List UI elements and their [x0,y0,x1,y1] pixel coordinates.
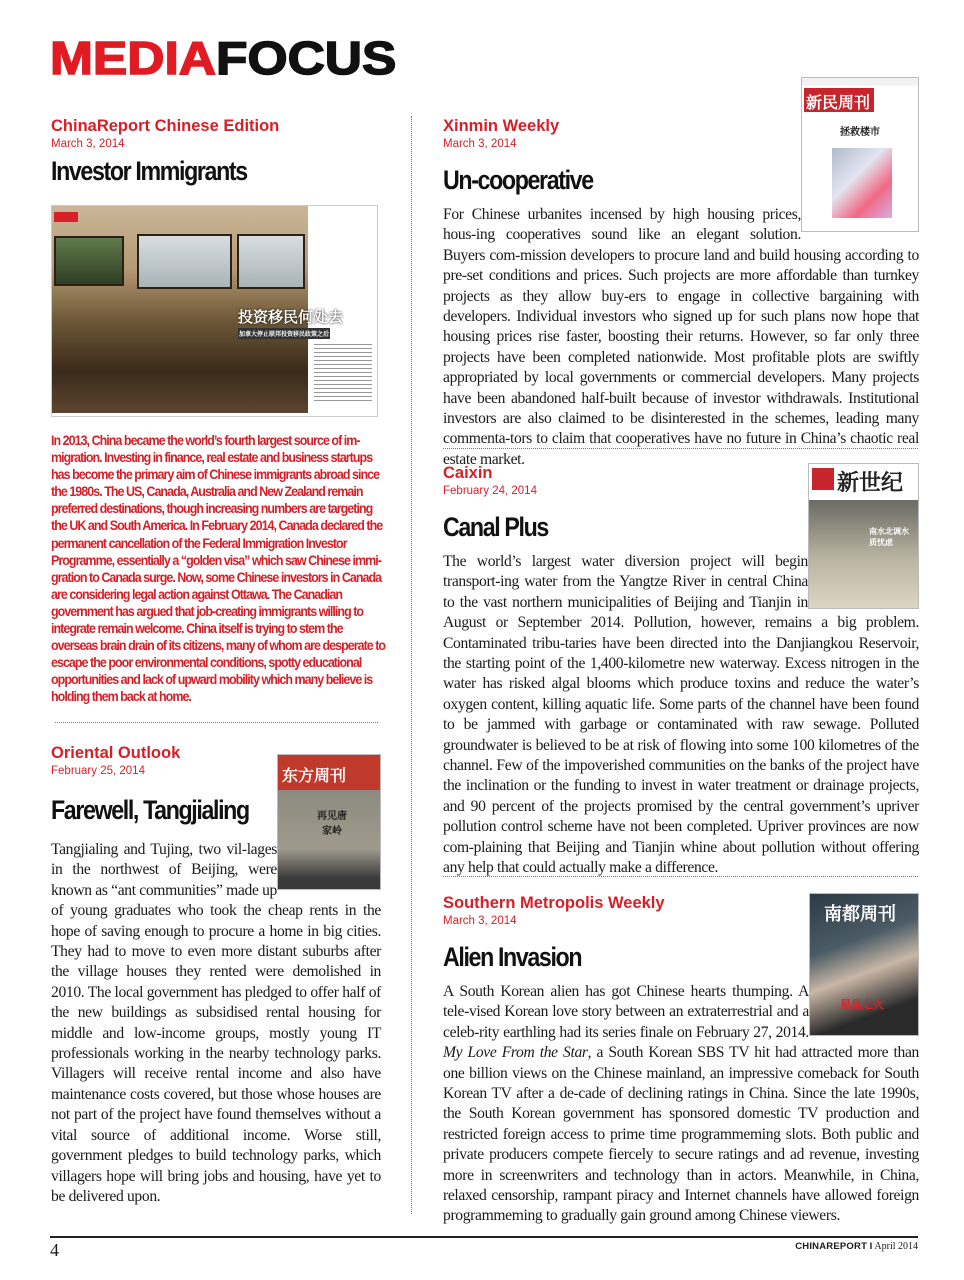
article-canal-plus [443,463,919,879]
article-headline: Alien Invasion [443,942,582,972]
article-body: For Chinese urbanites incensed by high housing prices, hous-ing cooperatives sound like an elegant solution. Buyers com-mission developers to procure land and build housing according to pre-set conditions and prices. Such projects are more affordable than turnkey projects as they allow buy-ers to engage in collective bargaining with developers. Individual investors who signed up for such plans now hope that housing prices rise faster, boosting their returns. However, so far only three projects have been completed nationwide. Most profitable plots are swiftly appropriated by local governments or commercial developers. Many projects have been abandoned half-built because of investor withdrawals. Institutional investors are also claimed to be disinterested in the schemes, leading many commenta-tors to claim that cooperatives have no future in China’s chaotic real estate market. [443,206,919,468]
article-body: Tangjialing and Tujing, two vil-lages in the northwest of Beijing, were known as “ant communities” made up of young graduates who took the cheap rents in the hope of saving enough to procure a home in big cities. They had to move to even more distant suburbs after the village houses they rented were demolished in 2010. The local government has pledged to offer half of the new buildings as subsidised rental housing for middle and low-income groups, mostly young IT professionals working in the nearby technology parks. Villagers will receive rental income and also have maintenance costs covered, but those whose houses are not part of the project have found themselves without a vital source of additional income. Worse still, government pledges to build technology parks, which villagers hope will bring jobs and housing, have yet to be delivered upon. [51,841,381,1205]
footer-rule [50,1236,918,1238]
publication-date: February 25, 2014 [51,765,145,777]
publication-date: February 24, 2014 [443,485,537,497]
magazine-spread-image [51,205,378,417]
page-number: 4 [50,1240,59,1260]
section-divider [443,876,918,877]
spread-title-cn: 投资移民何处去 [238,310,344,326]
publication-name: Southern Metropolis Weekly [443,894,665,912]
article-headline: Farewell, Tangjialing [51,795,249,825]
article-headline: Investor Immigrants [51,156,247,186]
publication-name: Xinmin Weekly [443,117,560,135]
article-alien-invasion [443,893,919,1227]
article-headline: Canal Plus [443,512,548,542]
article-un-cooperative [443,77,919,470]
column-divider [411,116,412,1214]
xinmin-weekly-cover: 新民周刊 拯救楼市 [801,77,919,232]
section-divider [55,722,378,723]
section-divider [443,448,918,449]
masthead: MEDIAFOCUS [50,32,397,84]
southern-metropolis-weekly-cover: 南都周刊 星星之火 [809,893,919,1036]
publication-name: Oriental Outlook [51,744,181,762]
article-headline: Un-cooperative [443,165,593,195]
article-body: A South Korean alien has got Chinese hearts thumping. A tele-vised Korean love story between an extraterrestrial and a celeb-rity earthling had its series finale on February 27, 2014. My Love From the Star, a South Korean SBS TV hit had attracted more than one billion views on the Chinese mainland, an impressive comeback for South Korean TV after a de-cade of declining ratings in China. Since the late 1990s, the South Korean government has sponsored domestic TV production and restricted foreign access to prime time programmeming slots. Both public and private producers compete fiercely to secure ratings and ad revenue, investing more in screenwriters and technology than in actors. Meanwhile, in China, relaxed censorship, rampant piracy and Internet channels have allowed foreign programmeming to gradually gain ground among Chinese viewers. [443,983,919,1225]
article-farewell-tangjialing [51,743,381,1207]
publication-name: Caixin [443,464,493,482]
article-investor-immigrants [51,116,381,187]
caixin-cover: 新世纪 南水北调水质忧虑 [808,463,919,609]
spread-subtitle-cn: 加拿大停止联邦投资移民政策之后 [238,328,330,339]
publication-date: March 3, 2014 [443,915,517,927]
article-body: The world’s largest water diversion project will begin transport-ing water from the Yangtze River in central China to the vast northern municipalities of Beijing and Tianjin in August or September 2014. Pollution, however, remains a big problem. Contaminated tribu-taries have been directed into the Danjiangkou Reservoir, the starting point of the 1,400-kilometre new waterway. Excess nitrogen in the water has risked algal blooms which produce toxins and reduce the water’s oxygen content, killing aquatic life. Some parts of the channel have been found to be jammed with garbage or contaminated with raw sewage. Polluted groundwater is believed to be at risk of flowing into some 100 kilometres of the channel. Few of the impoverished communities on the banks of the project have the inclination or the funding to invest in water treatment or drainage projects, and 90 percent of the projects promised by the central government’s upriver pollution control scheme have not been completed. Upriver provinces are now com-plaining that Beijing and Tianjin whine about pollution without offering any help that could actually make a difference. [443,553,919,877]
publication-date: March 3, 2014 [51,138,125,150]
article-summary: In 2013, China became the world’s fourth largest source of im-migration. Investing in finance, real estate and business startups has become the primary aim of Chinese immigrants abroad since the 1980s. The US, Canada, Australia and New Zealand remain preferred destinations, though increasing numbers are targeting the UK and South America. In February 2014, Canada declared the permanent cancellation of the Federal Immigration Investor Programme, essentially a “golden visa” which saw Chinese immi-gration to Canada surge. Now, some Chinese investors in Canada are considering legal action against Ottawa. The Canadian government has argued that job-creating immigrants willing to integrate remain welcome. China itself is trying to stem the overseas brain drain of its citizens, many of whom are desperate to escape the poor environmental conditions, spotty educational opportunities and lack of upward mobility which many believe is holding them back at home. [51,433,386,706]
publication-name: ChinaReport Chinese Edition [51,117,280,135]
tv-show-title: My Love From the Star [443,1044,588,1062]
footer-credit: CHINAREPORT I April 2014 [795,1241,918,1252]
publication-date: March 3, 2014 [443,138,517,150]
oriental-outlook-cover: 东方周刊 再见唐家岭 [277,754,381,890]
